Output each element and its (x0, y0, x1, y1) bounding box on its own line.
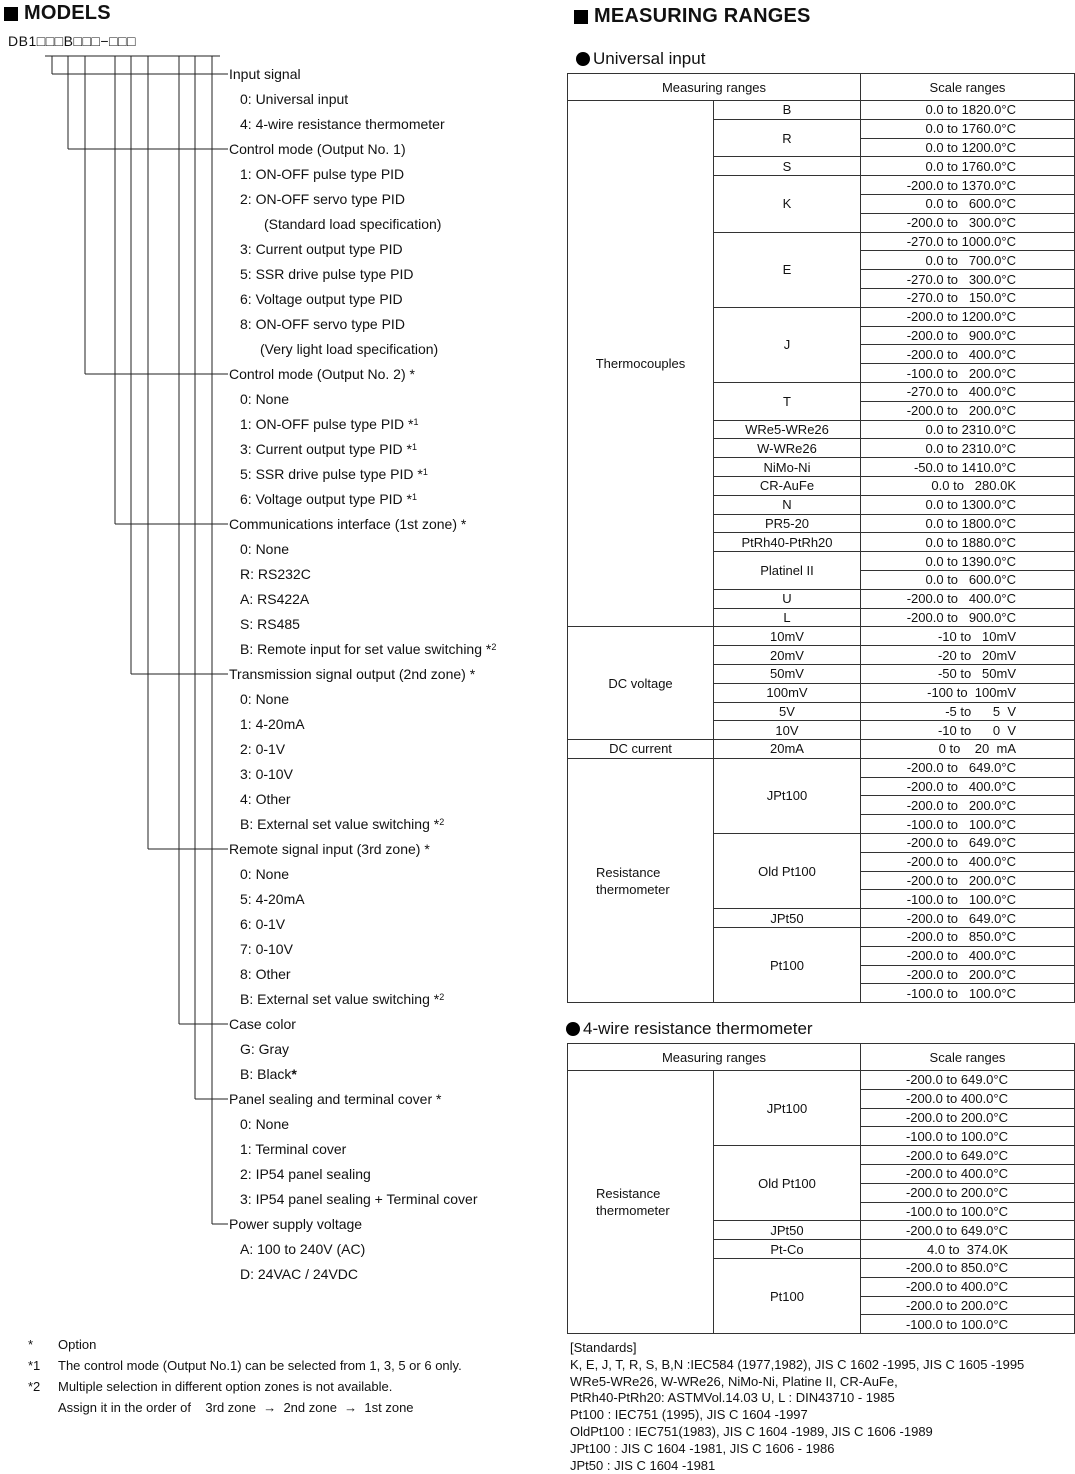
sensor-cell: Pt-Co (714, 1240, 861, 1259)
scale-cell: -200.0 to 200.0°C (861, 871, 1075, 890)
sensor-cell: Pt100 (714, 1258, 861, 1333)
table-row (568, 1071, 1075, 1090)
field-option (240, 266, 414, 282)
sensor-cell: JPt100 (714, 1071, 861, 1146)
field-option-text: 0: None (240, 1116, 290, 1132)
scale-cell: 0.0 to 1760.0°C (861, 119, 1075, 138)
scale-cell: 0.0 to 700.0°C (861, 251, 1075, 270)
sensor-cell: JPt50 (714, 909, 861, 928)
scale-cell: -100.0 to 100.0°C (861, 890, 1075, 909)
field-label: Communications interface (1st zone) * (229, 516, 467, 532)
category-cell: Resistance thermometer (568, 758, 714, 1002)
footnote-mark: * (28, 1337, 34, 1352)
sensor-cell: NiMo-Ni (714, 458, 861, 477)
square-bullet-icon (574, 10, 588, 24)
scale-cell: -100.0 to 100.0°C (861, 1127, 1075, 1146)
scale-cell: -200.0 to 300.0°C (861, 213, 1075, 232)
scale-cell: -200.0 to 649.0°C (861, 909, 1075, 928)
field-option-text: 0: None (240, 541, 290, 557)
field-option-text: 1: Terminal cover (240, 1141, 347, 1157)
standards-line: PtRh40-PtRh20: ASTMVol.14.03 U, L : DIN43710 - 1985 (570, 1390, 895, 1406)
sensor-cell: PR5-20 (714, 514, 861, 533)
field-option-text: 5: SSR drive pulse type PID * (240, 466, 423, 482)
scale-cell: -200.0 to 649.0°C (861, 758, 1075, 777)
field-label: Power supply voltage (229, 1216, 363, 1232)
field-option-text: G: Gray (240, 1041, 290, 1057)
field-option (240, 791, 291, 807)
category-cell: Thermocouples (568, 101, 714, 627)
scale-cell: 0.0 to 1300.0°C (861, 495, 1075, 514)
circle-bullet-icon (576, 52, 590, 66)
field-option-text: S: RS485 (240, 616, 300, 632)
field-option (240, 1166, 371, 1182)
sensor-cell: 20mA (714, 740, 861, 759)
field-option (240, 616, 300, 632)
code-box-icon: □ (36, 33, 46, 49)
scale-cell: -200.0 to 649.0°C (861, 1221, 1075, 1240)
field-option (240, 641, 496, 657)
code-box-icon: □ (45, 33, 55, 49)
scale-cell: -200.0 to 649.0°C (861, 1146, 1075, 1165)
field-option-text: 4: 4-wire resistance thermometer (240, 116, 445, 132)
scale-cell: 0 to 20 mA (861, 740, 1075, 759)
scale-cell: -10 to 0 V (861, 721, 1075, 740)
field-label: Remote signal input (3rd zone) * (229, 841, 430, 857)
field-option (240, 316, 405, 332)
code-box-icon: □ (91, 33, 101, 49)
scale-cell: -100.0 to 100.0°C (861, 815, 1075, 834)
scale-cell: -100.0 to 200.0°C (861, 364, 1075, 383)
field-option (240, 91, 348, 107)
footnote-mark: *2 (28, 1379, 41, 1394)
sensor-cell: Platinel II (714, 552, 861, 590)
field-option (240, 441, 417, 457)
sensor-cell: Pt100 (714, 928, 861, 1003)
sensor-cell: 10mV (714, 627, 861, 646)
code-box-icon: □ (127, 33, 136, 49)
field-option (240, 1041, 289, 1057)
field-option (240, 241, 403, 257)
scale-cell: -200.0 to 900.0°C (861, 608, 1075, 627)
field-option (240, 716, 305, 732)
field-option (240, 191, 405, 207)
scale-cell: -100.0 to 100.0°C (861, 984, 1075, 1003)
field-option-text: 2: IP54 panel sealing (240, 1166, 371, 1182)
option-star: * (291, 1066, 297, 1082)
field-option-text: 4: Other (240, 791, 291, 807)
sensor-cell: 10V (714, 721, 861, 740)
field-option (240, 1116, 289, 1132)
standards-line: JPt50 : JIS C 1604 -1981 (570, 1457, 716, 1473)
scale-cell: -270.0 to 400.0°C (861, 382, 1075, 401)
field-option (260, 341, 438, 357)
field-option-text: 3: Current output type PID (240, 241, 403, 257)
field-option-text: 1: ON-OFF pulse type PID * (240, 416, 414, 432)
field-option (240, 866, 289, 882)
sensor-cell: Old Pt100 (714, 834, 861, 909)
field-option (240, 566, 311, 582)
table-row (568, 758, 1075, 777)
footnote-ref: 2 (439, 817, 445, 827)
category-cell: Resistance thermometer (568, 1071, 714, 1334)
field-option-text: (Standard load specification) (264, 216, 442, 232)
field-option (240, 1266, 358, 1282)
field-option (240, 741, 285, 757)
field-option (240, 541, 289, 557)
field-option (240, 691, 289, 707)
scale-cell: -270.0 to 150.0°C (861, 288, 1075, 307)
field-option (240, 466, 428, 482)
sensor-cell: J (714, 307, 861, 382)
field-option-text: 5: 4-20mA (240, 891, 305, 907)
scale-cell: -270.0 to 1000.0°C (861, 232, 1075, 251)
scale-cell: -270.0 to 300.0°C (861, 270, 1075, 289)
scale-cell: -20 to 20mV (861, 646, 1075, 665)
scale-cell: -50.0 to 1410.0°C (861, 458, 1075, 477)
field-option (240, 1066, 297, 1082)
field-option-text: 0: None (240, 391, 290, 407)
field-option-text: R: RS232C (240, 566, 311, 582)
code-box-icon: □ (109, 33, 119, 49)
field-option (240, 416, 419, 432)
field-option (240, 816, 444, 832)
field-option-text: (Very light load specification) (260, 341, 439, 357)
fourwire-title-text: 4-wire resistance thermometer (583, 1019, 813, 1038)
field-option (240, 766, 293, 782)
field-label: Case color (229, 1016, 296, 1032)
scale-cell: -200.0 to 200.0°C (861, 401, 1075, 420)
sensor-cell: S (714, 157, 861, 176)
field-option (240, 166, 404, 182)
sensor-cell: 20mV (714, 646, 861, 665)
field-label: Transmission signal output (2nd zone) * (229, 666, 476, 682)
category-cell: DC voltage (568, 627, 714, 740)
sensor-cell: K (714, 176, 861, 232)
field-option (240, 291, 403, 307)
field-option (240, 891, 305, 907)
header-measuring-ranges: Measuring ranges (568, 1044, 861, 1071)
field-option-text: 6: 0-1V (240, 916, 286, 932)
field-option-text: 0: None (240, 691, 290, 707)
scale-cell: -50 to 50mV (861, 664, 1075, 683)
scale-cell: -100.0 to 100.0°C (861, 1202, 1075, 1221)
table-row (568, 627, 1075, 646)
standards-line: [Standards] (570, 1340, 637, 1355)
scale-cell: -200.0 to 400.0°C (861, 1089, 1075, 1108)
field-option-text: B: External set value switching * (240, 816, 440, 832)
code-box-icon: □ (82, 33, 92, 49)
sensor-cell: L (714, 608, 861, 627)
footnote-text: The control mode (Output No.1) can be selected from 1, 3, 5 or 6 only. (58, 1358, 462, 1373)
scale-cell: -200.0 to 649.0°C (861, 834, 1075, 853)
circle-bullet-icon (566, 1022, 580, 1036)
scale-cell: -200.0 to 850.0°C (861, 928, 1075, 947)
scale-cell: 0.0 to 1800.0°C (861, 514, 1075, 533)
field-option-text: 8: ON-OFF servo type PID (240, 316, 405, 332)
sensor-cell: 100mV (714, 683, 861, 702)
field-option-text: 8: Other (240, 966, 291, 982)
scale-cell: -200.0 to 649.0°C (861, 1071, 1075, 1090)
standards-notes (570, 1340, 1024, 1474)
footnote-ref: 1 (413, 417, 419, 427)
sensor-cell: Old Pt100 (714, 1146, 861, 1221)
universal-input-title (576, 49, 705, 69)
field-option-text: B: Remote input for set value switching * (240, 641, 492, 657)
field-option-text: 6: Voltage output type PID * (240, 491, 413, 507)
field-option (240, 391, 289, 407)
fourwire-table (567, 1043, 1075, 1334)
standards-line: JPt100 : JIS C 1604 -1981, JIS C 1606 - 1986 (570, 1440, 835, 1456)
field-option-text: A: RS422A (240, 591, 310, 607)
table-header-row (568, 74, 1075, 101)
ranges-title (574, 5, 811, 28)
fourwire-title (566, 1019, 813, 1039)
standards-line: K, E, J, T, R, S, B,N :IEC584 (1977,1982), JIS C 1602 -1995, JIS C 1605 -1995 (570, 1356, 1025, 1372)
footnote-ref: 1 (412, 492, 418, 502)
field-option-text: 3: Current output type PID * (240, 441, 412, 457)
scale-cell: -200.0 to 400.0°C (861, 589, 1075, 608)
field-option-text: 0: Universal input (240, 91, 349, 107)
code-box-icon: □ (73, 33, 83, 49)
scale-cell: -200.0 to 200.0°C (861, 965, 1075, 984)
scale-cell: 0.0 to 2310.0°C (861, 439, 1075, 458)
footnote-ref: 1 (422, 467, 428, 477)
code-box-icon: □ (54, 33, 64, 49)
field-option (240, 116, 445, 132)
field-label: Input signal (229, 66, 301, 82)
scale-cell: 4.0 to 374.0K (861, 1240, 1075, 1259)
field-option (240, 491, 417, 507)
field-option (240, 1241, 365, 1257)
scale-cell: 0.0 to 1820.0°C (861, 101, 1075, 120)
sensor-cell: W-WRe26 (714, 439, 861, 458)
sensor-cell: 5V (714, 702, 861, 721)
scale-cell: -200.0 to 200.0°C (861, 1296, 1075, 1315)
field-option-text: 3: 0-10V (240, 766, 293, 782)
field-option (240, 966, 291, 982)
model-code-prefix: DB1 (8, 33, 37, 49)
standards-line: Pt100 : IEC751 (1995), JIS C 1604 -1997 (570, 1407, 808, 1423)
field-option (240, 991, 444, 1007)
field-option-text: B: External set value switching * (240, 991, 440, 1007)
field-label: Control mode (Output No. 1) (229, 141, 406, 157)
models-title-text: MODELS (24, 2, 111, 24)
ranges-title-text: MEASURING RANGES (594, 5, 811, 27)
universal-input-title-text: Universal input (593, 49, 706, 68)
scale-cell: -200.0 to 200.0°C (861, 1108, 1075, 1127)
footnote-ref: 1 (411, 442, 417, 452)
scale-cell: -200.0 to 900.0°C (861, 326, 1075, 345)
scale-cell: -200.0 to 200.0°C (861, 1183, 1075, 1202)
field-option-text: 1: 4-20mA (240, 716, 305, 732)
scale-cell: -200.0 to 1200.0°C (861, 307, 1075, 326)
field-label: Panel sealing and terminal cover * (229, 1091, 442, 1107)
sensor-cell: 50mV (714, 664, 861, 683)
model-code-mid: B (63, 33, 74, 49)
scale-cell: 0.0 to 2310.0°C (861, 420, 1075, 439)
scale-cell: -200.0 to 1370.0°C (861, 176, 1075, 195)
scale-cell: -200.0 to 400.0°C (861, 852, 1075, 871)
scale-cell: 0.0 to 280.0K (861, 476, 1075, 495)
standards-line: WRe5-WRe26, W-WRe26, NiMo-Ni, Platine II, CR-AuFe, (570, 1373, 898, 1389)
category-cell: DC current (568, 740, 714, 759)
table-row (568, 101, 1075, 120)
footnote-text: Option (58, 1337, 97, 1352)
scale-cell: -200.0 to 400.0°C (861, 946, 1075, 965)
scale-cell: -100 to 100mV (861, 683, 1075, 702)
field-option (240, 1191, 478, 1207)
scale-cell: -200.0 to 400.0°C (861, 345, 1075, 364)
scale-cell: -10 to 10mV (861, 627, 1075, 646)
header-measuring-ranges: Measuring ranges (568, 74, 861, 101)
sensor-cell: B (714, 101, 861, 120)
field-option-text: 2: ON-OFF servo type PID (240, 191, 405, 207)
field-option-text: 0: None (240, 866, 290, 882)
sensor-cell: N (714, 495, 861, 514)
field-option-text: 2: 0-1V (240, 741, 286, 757)
scale-cell: 0.0 to 1880.0°C (861, 533, 1075, 552)
sensor-cell: WRe5-WRe26 (714, 420, 861, 439)
field-option-text: 6: Voltage output type PID (240, 291, 403, 307)
header-scale-ranges: Scale ranges (861, 1044, 1075, 1071)
field-option (240, 1141, 346, 1157)
footnote-text: Assign it in the order of 3rd zone → 2nd zone → 1st zone (58, 1400, 414, 1415)
field-option-text: B: Black (240, 1066, 292, 1082)
sensor-cell: T (714, 382, 861, 420)
scale-cell: -200.0 to 400.0°C (861, 1164, 1075, 1183)
scale-cell: 0.0 to 1390.0°C (861, 552, 1075, 571)
header-scale-ranges: Scale ranges (861, 74, 1075, 101)
sensor-cell: CR-AuFe (714, 476, 861, 495)
scale-cell: -200.0 to 400.0°C (861, 1277, 1075, 1296)
sensor-cell: E (714, 232, 861, 307)
sensor-cell: U (714, 589, 861, 608)
field-option-text: 3: IP54 panel sealing + Terminal cover (240, 1191, 478, 1207)
scale-cell: -100.0 to 100.0°C (861, 1315, 1075, 1334)
scale-cell: -5 to 5 V (861, 702, 1075, 721)
code-box-icon: □ (118, 33, 128, 49)
field-option-text: 1: ON-OFF pulse type PID (240, 166, 405, 182)
standards-line: OldPt100 : IEC751(1983), JIS C 1604 -1989, JIS C 1606 -1989 (570, 1423, 933, 1439)
field-option-text: 7: 0-10V (240, 941, 293, 957)
scale-cell: 0.0 to 600.0°C (861, 194, 1075, 213)
table-row (568, 740, 1075, 759)
field-option (240, 941, 293, 957)
sensor-cell: JPt50 (714, 1221, 861, 1240)
field-option-text: D: 24VAC / 24VDC (240, 1266, 359, 1282)
sensor-cell: PtRh40-PtRh20 (714, 533, 861, 552)
footnote-mark: *1 (28, 1358, 41, 1373)
field-option-text: 5: SSR drive pulse type PID (240, 266, 414, 282)
sensor-cell: JPt100 (714, 758, 861, 833)
scale-cell: 0.0 to 1760.0°C (861, 157, 1075, 176)
universal-input-table (567, 73, 1075, 1003)
scale-cell: -200.0 to 850.0°C (861, 1258, 1075, 1277)
field-option (264, 216, 441, 232)
model-code-dash: − (100, 33, 110, 49)
scale-cell: 0.0 to 1200.0°C (861, 138, 1075, 157)
scale-cell: -200.0 to 200.0°C (861, 796, 1075, 815)
field-option (240, 591, 309, 607)
scale-cell: 0.0 to 600.0°C (861, 570, 1075, 589)
table-header-row (568, 1044, 1075, 1071)
footnote-ref: 2 (491, 642, 497, 652)
footnote-ref: 2 (439, 992, 445, 1002)
field-option (240, 916, 285, 932)
field-label: Control mode (Output No. 2) * (229, 366, 415, 382)
field-option-text: A: 100 to 240V (AC) (240, 1241, 366, 1257)
sensor-cell: R (714, 119, 861, 157)
footnote-text: Multiple selection in different option zones is not available. (58, 1379, 393, 1394)
scale-cell: -200.0 to 400.0°C (861, 777, 1075, 796)
